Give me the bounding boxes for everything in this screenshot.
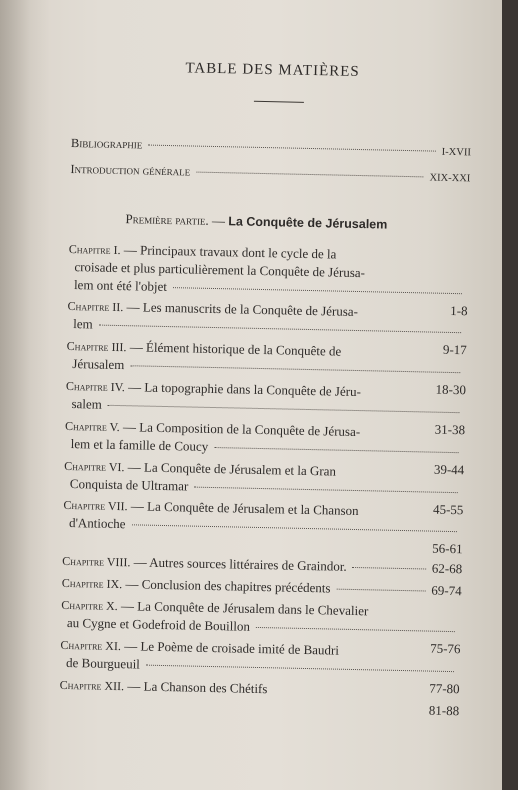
leader-dots: [196, 172, 423, 178]
chapter-title: — La topographie dans la Conquête de Jéru-: [127, 379, 362, 400]
chapter-label: Chapitre VIII.: [62, 553, 131, 570]
chapter-pages: 31-38: [434, 421, 466, 438]
chapter-title: — Principaux travaux dont le cycle de la: [123, 242, 337, 262]
title-rule: [254, 101, 304, 103]
chapter-title: — Autres sources littéraires de Graindor.: [133, 554, 347, 574]
chapter-pages: 81-88: [428, 702, 460, 719]
chapter-title: — La Conquête de Jérusalem et la Chanson: [130, 498, 359, 519]
front-matter-entry: [70, 162, 470, 185]
chapter-label: Chapitre VI.: [64, 458, 125, 475]
chapter-title-cont: lem: [73, 316, 93, 332]
chapter-title: — Conclusion des chapitres précédents: [125, 576, 331, 596]
chapter-title: — La Chanson des Chétifs: [127, 678, 268, 697]
chapter-title: — Les manuscrits de la Conquête de Jérusa-: [126, 299, 359, 320]
chapter-title: — La Composition de la Conquête de Jérusa-: [122, 419, 361, 440]
chapter-label: Chapitre XI.: [60, 637, 122, 654]
chapter-pages: 62-68: [431, 560, 463, 577]
leader-dots: [148, 145, 435, 152]
chapter-title-cont: lem ont été l'objet: [73, 277, 168, 295]
leader-dots: [108, 405, 460, 413]
chapter-title-cont: de Bourgueuil: [65, 654, 141, 672]
chapter-label: Chapitre VII.: [63, 497, 128, 514]
chapter-title-cont: Jérusalem: [72, 356, 125, 373]
leader-dots: [256, 627, 455, 632]
chapter-pages: 1-8: [450, 302, 468, 319]
leader-dots: [132, 524, 457, 532]
chapter-title-cont: lem et la famille de Coucy: [70, 436, 209, 454]
chapter-title: — Le Poème de croisade imité de Baudri: [124, 638, 340, 658]
page-gutter-shadow: [0, 0, 50, 790]
leader-dots: [214, 447, 458, 453]
chapter-label: Chapitre I.: [68, 241, 121, 258]
chapter-pages: 45-55: [432, 501, 464, 518]
chapter-title-cont: Conquista de Ultramar: [69, 476, 189, 494]
chapter-pages: 75-76: [430, 640, 461, 657]
chapter-title-cont: croisade et plus particulièrement la Conquête de Jérusa-: [74, 259, 366, 281]
entry-pages: I-XVII: [441, 146, 472, 159]
chapter-label: Chapitre IV.: [65, 378, 125, 395]
chapter-entry: [59, 676, 460, 720]
chapter-title: — Élément historique de la Conquête de: [129, 339, 342, 359]
leader-dots: [146, 665, 454, 672]
leader-dots: [353, 567, 426, 570]
page-title: TABLE DES MATIÈRES: [185, 60, 360, 80]
chapter-pages: 56-61: [432, 540, 463, 557]
leader-dots: [173, 287, 462, 294]
chapter-label: Chapitre XII.: [59, 677, 125, 694]
chapter-title-cont: d'Antioche: [68, 515, 126, 532]
chapter-pages: 77-80: [429, 680, 460, 697]
chapter-pages: 18-30: [435, 381, 467, 398]
leader-dots: [336, 589, 425, 592]
entry-label: Introduction générale: [70, 161, 191, 179]
chapter-title: — La Conquête de Jérusalem dans le Chevalier: [120, 598, 369, 619]
chapter-entry: [62, 496, 463, 558]
chapter-pages: 69-74: [431, 582, 462, 599]
page-edge: [502, 0, 518, 790]
front-matter-entry: [71, 136, 471, 159]
chapter-title-cont: salem: [71, 396, 103, 412]
entry-pages: XIX-XXI: [429, 172, 471, 185]
leader-dots: [130, 365, 460, 373]
part-heading: [125, 211, 387, 232]
chapter-title: — La Conquête de Jérusalem et la Gran: [127, 459, 337, 479]
chapter-label: Chapitre V.: [64, 418, 120, 435]
chapter-title-cont: au Cygne et Godefroid de Bouillon: [66, 614, 251, 634]
chapter-label: Chapitre II.: [67, 298, 124, 315]
chapter-label: Chapitre X.: [61, 597, 118, 614]
part-label: Première partie. —: [125, 211, 226, 229]
entry-label: Bibliographie: [70, 135, 143, 152]
chapter-label: Chapitre IX.: [61, 575, 123, 592]
chapter-pages: 39-44: [433, 461, 465, 478]
leader-dots: [99, 325, 461, 334]
chapter-pages: 9-17: [442, 341, 467, 358]
chapter-label: Chapitre III.: [66, 338, 127, 355]
table-of-contents: [59, 0, 474, 719]
leader-dots: [194, 487, 458, 494]
part-title: La Conquête de Jérusalem: [228, 214, 388, 232]
